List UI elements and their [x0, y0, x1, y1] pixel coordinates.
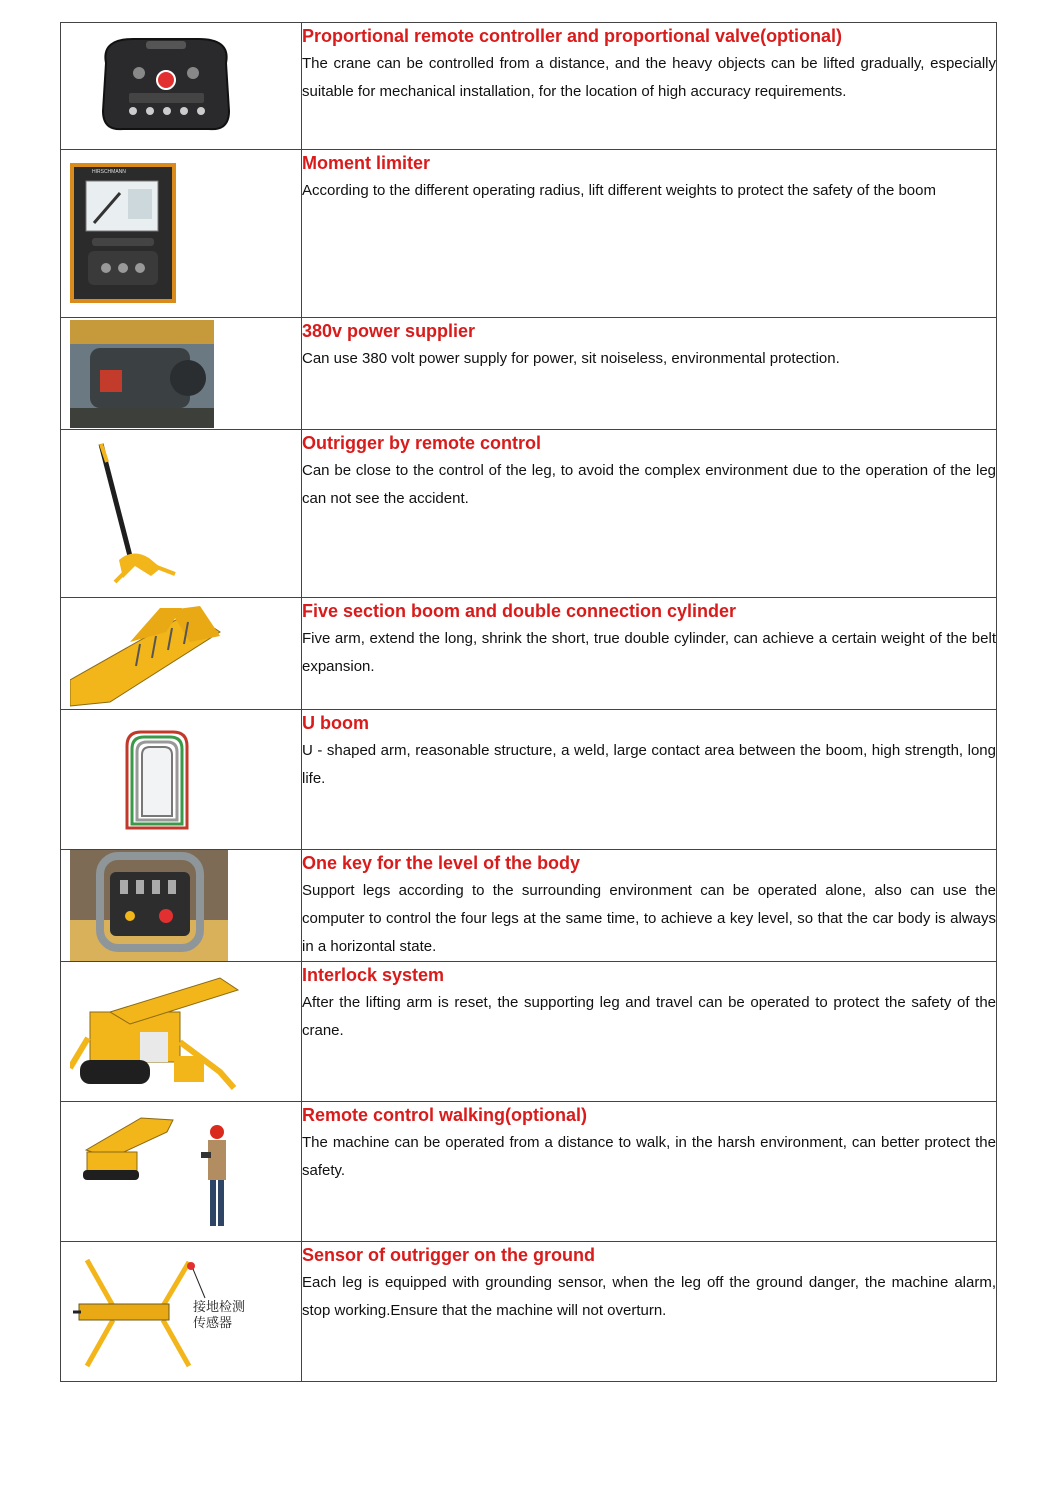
brand-label: HIRSCHMANN	[92, 169, 126, 175]
feature-table	[60, 22, 997, 1382]
electric-motor-image	[70, 320, 214, 428]
feature-text-cell	[302, 962, 997, 1102]
feature-text-cell	[302, 1242, 997, 1382]
feature-text-cell	[302, 150, 997, 318]
feature-text-cell	[302, 598, 997, 710]
feature-image-cell	[61, 598, 302, 710]
feature-title: 380v power supplier	[302, 321, 476, 341]
sensor-callout-label: 接地检测 传感器	[193, 1300, 246, 1331]
feature-title: Outrigger by remote control	[302, 433, 542, 453]
feature-title: Interlock system	[302, 965, 445, 985]
feature-description: Can be close to the control of the leg, to avoid the complex environment due to the operation of the leg can not see the accident.	[302, 462, 996, 507]
feature-image-cell	[61, 150, 302, 318]
feature-image-cell	[61, 1242, 302, 1382]
feature-description: Each leg is equipped with grounding sensor, when the leg off the ground danger, the machine alarm, stop working.Ensure that the machine will not overturn.	[302, 1274, 996, 1319]
feature-title: Sensor of outrigger on the ground	[302, 1245, 595, 1265]
feature-title: Remote control walking(optional)	[302, 1105, 588, 1125]
moment-limiter-image	[70, 163, 176, 303]
u-boom-image	[117, 728, 197, 832]
feature-image-cell	[61, 850, 302, 962]
feature-text-cell	[302, 430, 997, 598]
feature-row	[61, 962, 997, 1102]
feature-text-cell	[302, 710, 997, 850]
feature-image-cell	[61, 23, 302, 150]
feature-row	[61, 598, 997, 710]
remote-controller-image	[91, 33, 241, 133]
feature-text-cell	[302, 318, 997, 430]
feature-row	[61, 150, 997, 318]
feature-image-cell	[61, 962, 302, 1102]
feature-row	[61, 1242, 997, 1382]
feature-description: U - shaped arm, reasonable structure, a weld, large contact area between the boom, high strength, long life.	[302, 742, 996, 787]
crane-boom-image	[89, 440, 189, 585]
feature-row	[61, 1102, 997, 1242]
feature-text-cell	[302, 1102, 997, 1242]
feature-description: The machine can be operated from a distance to walk, in the harsh environment, can better protect the safety.	[302, 1134, 996, 1179]
feature-text-cell	[302, 23, 997, 150]
feature-image-cell	[61, 1102, 302, 1242]
feature-title: One key for the level of the body	[302, 853, 581, 873]
feature-description: Support legs according to the surrounding environment can be operated alone, also can use the computer to control the four legs at the same time, to achieve a key level, so that the car body is always in a horizontal state.	[302, 882, 996, 955]
operator-crane-image	[81, 1112, 241, 1234]
spider-crane-image	[70, 972, 242, 1094]
feature-title: Five section boom and double connection cylinder	[302, 601, 737, 621]
feature-image-cell	[61, 710, 302, 850]
feature-row	[61, 850, 997, 962]
feature-row	[61, 318, 997, 430]
feature-row	[61, 430, 997, 598]
feature-title: U boom	[302, 713, 369, 733]
feature-description: According to the different operating radius, lift different weights to protect the safety of the boom	[302, 182, 936, 199]
handheld-controller-image	[70, 850, 228, 961]
feature-description: Can use 380 volt power supply for power, sit noiseless, environmental protection.	[302, 350, 840, 367]
boom-sections-image	[70, 602, 225, 708]
feature-description: After the lifting arm is reset, the supporting leg and travel can be operated to protect the safety of the crane.	[302, 994, 996, 1039]
feature-row	[61, 710, 997, 850]
feature-title: Moment limiter	[302, 153, 431, 173]
feature-text-cell	[302, 850, 997, 962]
feature-description: Five arm, extend the long, shrink the short, true double cylinder, can achieve a certain weight of the belt expansion.	[302, 630, 996, 675]
feature-row	[61, 23, 997, 150]
feature-image-cell	[61, 318, 302, 430]
feature-title: Proportional remote controller and proportional valve(optional)	[302, 26, 843, 46]
feature-description: The crane can be controlled from a distance, and the heavy objects can be lifted gradually, especially suitable for mechanical installation, for the location of high accuracy requirements.	[302, 55, 996, 100]
feature-image-cell	[61, 430, 302, 598]
